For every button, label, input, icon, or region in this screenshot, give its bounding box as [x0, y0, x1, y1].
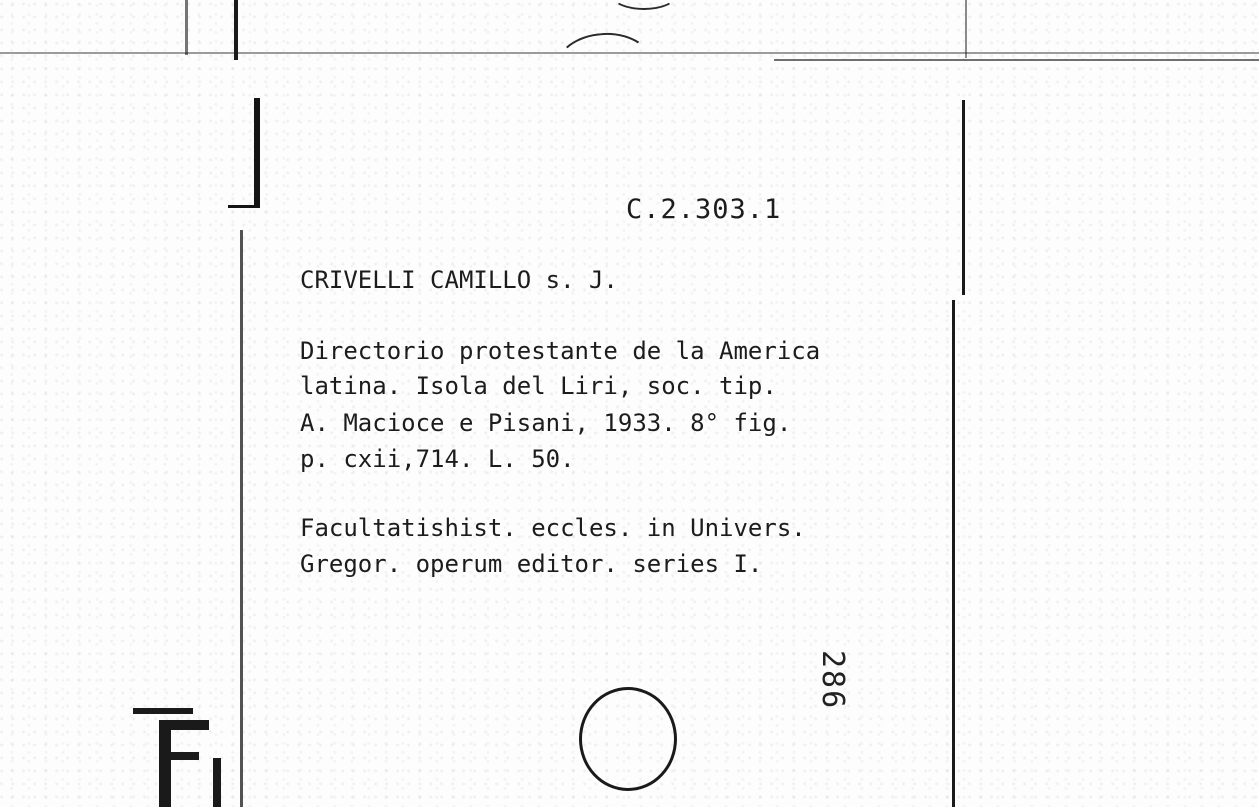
right-card-edge-lower — [952, 300, 955, 807]
punch-hole — [579, 687, 677, 791]
author-heading: CRIVELLI CAMILLO s. J. — [300, 266, 618, 294]
description-line: A. Macioce e Pisani, 1933. 8° fig. — [300, 409, 792, 437]
series-line: Gregor. operum editor. series I. — [300, 550, 763, 578]
left-card-edge — [240, 230, 243, 807]
description-line: latina. Isola del Liri, soc. tip. — [300, 372, 777, 400]
series-line: Facultatishist. eccles. in Univers. — [300, 514, 806, 542]
call-number: C.2.303.1 — [626, 194, 782, 225]
corner-tab-mark — [133, 700, 223, 807]
top-small-arc — [612, 0, 676, 10]
left-top-edge-thin — [185, 0, 188, 55]
top-border-line-right — [774, 59, 1259, 61]
description-line: Directorio protestante de la America — [300, 337, 821, 365]
scan-bracket-mark — [228, 98, 260, 208]
side-stamp-number: 286 — [815, 650, 850, 711]
top-right-tick — [965, 0, 967, 58]
right-card-edge-upper — [962, 100, 965, 295]
description-line: p. cxii,714. L. 50. — [300, 445, 575, 473]
left-top-edge — [234, 0, 238, 60]
top-punch-arc — [554, 30, 654, 101]
